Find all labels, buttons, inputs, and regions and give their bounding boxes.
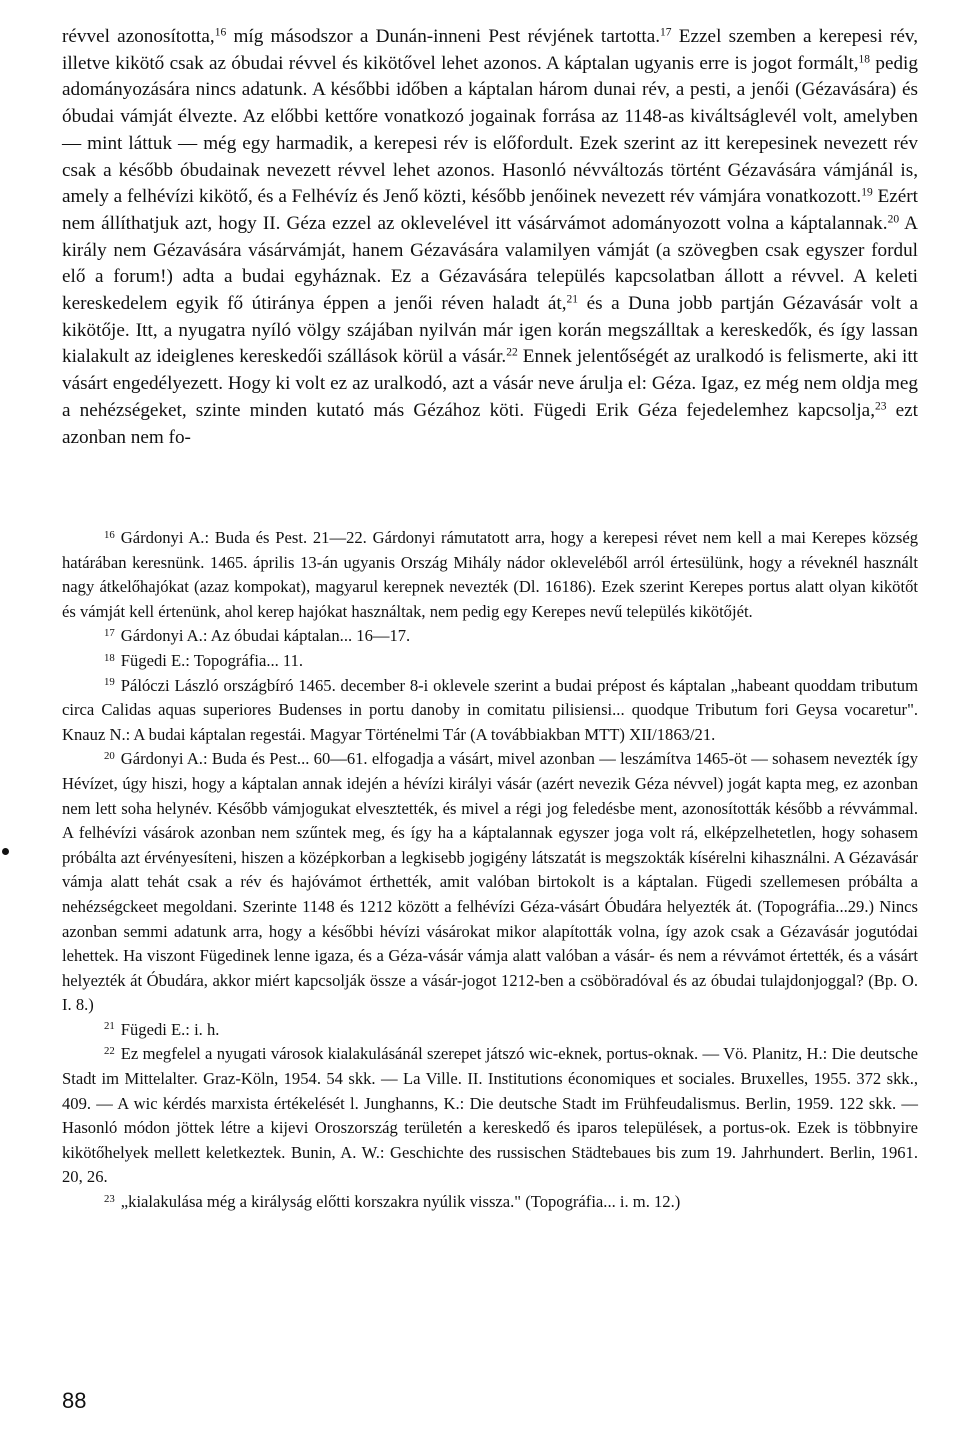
text-run: Ezzel szemben a kerepesi rév, illetve kikötő csak az óbudai révvel és kikötővel lehet azonos. A káptalan ugyanis erre is jogot formált, xyxy=(62,26,919,74)
footnote-number: 18 xyxy=(104,651,115,664)
footnote-18 xyxy=(62,649,918,674)
footnote-16 xyxy=(62,526,918,624)
main-text-block xyxy=(62,24,918,451)
footnote-17 xyxy=(62,624,918,649)
text-run: és a Duna jobb partján Gézavásár volt a kikötője. Itt, a nyugatra nyíló völgy szájában nyilván már igen korán megszálltak a kereskedők, és így lassan kialakult az ideiglenes kereskedői szállások körül a vásár. xyxy=(62,293,918,368)
footnote-number: 23 xyxy=(104,1192,115,1205)
footnote-text: Ez megfelel a nyugati városok kialakulásánál szerepet játszó wic-eknek, portus-oknak. — Vö. Planitz, H.: Die deutsche Stadt im Mittelalter. Graz-Köln, 1954. 54 skk. — La Ville. II. Institutions économiques et sociales. Bruxelles, 1955. 372 skk., 409. — A wic kérdés marxista értékelését l. Junghanns, K.: Die deutsche Stadt im Frühfeudalismus. Berlin, 1959. 122 skk. — Hasonló módon jöttek létre a kijevi Oroszország területén a kereskedő és iparos települések, a portus-ok. Ezek is többnyire kikötőhelyek mellett keletkeztek. Bunin, A. W.: Geschichte des russischen Städtebaues bis zum 19. Jahrhundert. Berlin, 1961. 20, 26. xyxy=(62,1044,918,1187)
footnote-number: 21 xyxy=(104,1020,115,1033)
footnote-text: Pálóczi László országbíró 1465. december 8-i oklevele szerint a budai prépost és káptalan „habeant quoddam tributum circa Calidas aquas superiores Budenses in portu danoby in comitatu pilisiensi... quodque Tributum fori Geysa vocaretur". Knauz N.: A budai káptalan regestái. Magyar Történelmi Tár (A továbbiakban MTT) XII/1863/21. xyxy=(62,675,918,744)
text-run: míg másodszor a Dunán-inneni Pest révjének tartotta. xyxy=(226,26,661,47)
footnotes xyxy=(62,526,918,1215)
footnote-ref-22[interactable]: 22 xyxy=(506,347,518,360)
footnote-text: Gárdonyi A.: Az óbudai káptalan... 16—17. xyxy=(120,626,411,646)
text-run: pedig adományozására nincs adatunk. A későbbi időben a káptalan három dunai rév, a pesti, a jenői (Gézavására) és óbudai vámját élvezte. Az előbbi kettőre vonatkozó jogainak forrása az 1148-as kiváltságlevél volt, amelyben — mint láttuk — még egy harmadik, a kerepesi rév is előfordult. Ezek szerint az itt kerepesinek nevezett rév csak a később óbudainak nevezett révvel lehet azonos. Hasonló névváltozás történt Gézavására vámjánál is, amely a felhévízi kikötő, és a Felhévíz és Jenő közti, később jenőinek nevezett rév vámjára vonatkozott. xyxy=(62,52,918,208)
footnote-23 xyxy=(62,1190,918,1215)
footnote-text: Gárdonyi A.: Buda és Pest... 60—61. elfogadja a vásárt, mivel azonban — leszámítva 1465-öt — sohasem nevezték így Hévízet, úgy hiszi, hogy a káptalan annak idején a hévízi királyi vásár (azért nevezik Géza névvel) jogát kapta meg, ez azonban nem lett soha helynév. Később vámjogukat elvesztették, és mivel a régi jog feledésbe ment, azonosították később a révvámmal. A felhévízi vásárok azonban nem szűntek meg, és így ha a káptalannak egyszer joga volt rá, elképzelhetetlen, hogy sohasem próbálta azt érvényesíteni, hiszen a középkorban a legkisebb jogigény látszatát is megszokták kísérelni kihasználni. A Gézavásár vámja alatt tehát csak a rév és hajóvámot érthették, amit valóban birtokolt is a káptalan. Fügedi szellemesen próbálta a nehézségckeet megoldani. Szerinte 1148 és 1212 között a felhévízi Géza-vásárt Óbudára helyezték át. (Topográfia...29.) Nincs azonban semmi adatunk arra, hogy a későbbi hévízi vásárokat mikor alapították volna, így azok csak a Gézavásár jogutódai lehettek. Ha viszont Fügedinek lenne igaza, és a Géza-vásár vámja alatt valóban a vásár- és nem a révvámot értették, és a vásárt helyezték át Óbudára, akkor miért kapcsolják össze a vásár-jogot 1212-ben a csöböradóval és az óbudai tulajdonjoggal? (Bp. O. I. 8.) xyxy=(62,749,918,1015)
footnote-ref-17[interactable]: 17 xyxy=(660,26,672,39)
text-run: révvel azonosította, xyxy=(62,26,215,47)
footnote-ref-16[interactable]: 16 xyxy=(214,26,227,39)
footnote-text: Gárdonyi A.: Buda és Pest. 21—22. Gárdonyi rámutatott arra, hogy a kerepesi révet nem kell a mai Kerepes község határában keresnünk. 1465. április 13-án ugyanis Ország Mihály nádor okleveléből arról értesülünk, hogy a réveknél használt nagy átkelőhajókat (azaz kompokat), magyarul kerepnek nevezték (Dl. 16186). Ezek szerint Kerepes portus alatt olyan kikötőt és vámját kell értenünk, ahol kerep hajókat használtak, nem pedig egy Kerepes nevű település kikötőjét. xyxy=(62,528,918,621)
footnote-number: 16 xyxy=(104,528,115,541)
footnote-20 xyxy=(62,747,918,1018)
footnote-ref-21[interactable]: 21 xyxy=(566,293,579,306)
margin-bullet-mark xyxy=(2,848,9,855)
page-number: 88 xyxy=(62,1388,87,1413)
footnote-22 xyxy=(62,1042,918,1190)
footnote-text: „kialakulása még a királyság előtti korszakra nyúlik vissza." (Topográfia... i. m. 12.) xyxy=(120,1192,681,1212)
footnote-text: Fügedi E.: i. h. xyxy=(120,1019,220,1039)
text-run: Ennek jelentőségét az uralkodó is felismerte, aki itt vásárt engedélyezett. Hogy ki volt ez az uralkodó, azt a vásár neve árulja el: Géza. Igaz, ez még nem oldja meg a nehézségeket, szinte minden kutató más Gézához köti. Fügedi Erik Géza fejedelemhez kapcsolja, xyxy=(62,346,918,421)
footnote-ref-23[interactable]: 23 xyxy=(875,400,887,413)
footnote-ref-18[interactable]: 18 xyxy=(858,53,871,66)
footnote-21 xyxy=(62,1018,918,1043)
footnote-text: Fügedi E.: Topográfia... 11. xyxy=(120,650,304,670)
text-run: ezt azonban nem fo- xyxy=(62,399,918,448)
footnote-number: 20 xyxy=(104,749,115,762)
footnote-ref-19[interactable]: 19 xyxy=(861,186,873,199)
footnote-number: 22 xyxy=(104,1045,115,1058)
text-run: Ezért nem állíthatjuk azt, hogy II. Géza ezzel az oklevelével itt vásárvámot adományozott volna a káptalannak. xyxy=(62,186,919,234)
footnote-number: 17 xyxy=(104,626,115,639)
footnote-ref-20[interactable]: 20 xyxy=(887,213,900,226)
footnote-19 xyxy=(62,674,918,748)
footnote-number: 19 xyxy=(104,676,115,689)
text-run: A király nem Gézavására vásárvámját, hanem Gézavására valamilyen vámját (a szövegben csak egyszer fordul elő a forum!) adta a budai egyháznak. Ez a Gézavására település kapcsolatban állott a révvel. A keleti kereskedelem egyik fő útiránya éppen a jenői réven haladt át, xyxy=(62,212,918,315)
main-paragraph xyxy=(62,24,918,451)
